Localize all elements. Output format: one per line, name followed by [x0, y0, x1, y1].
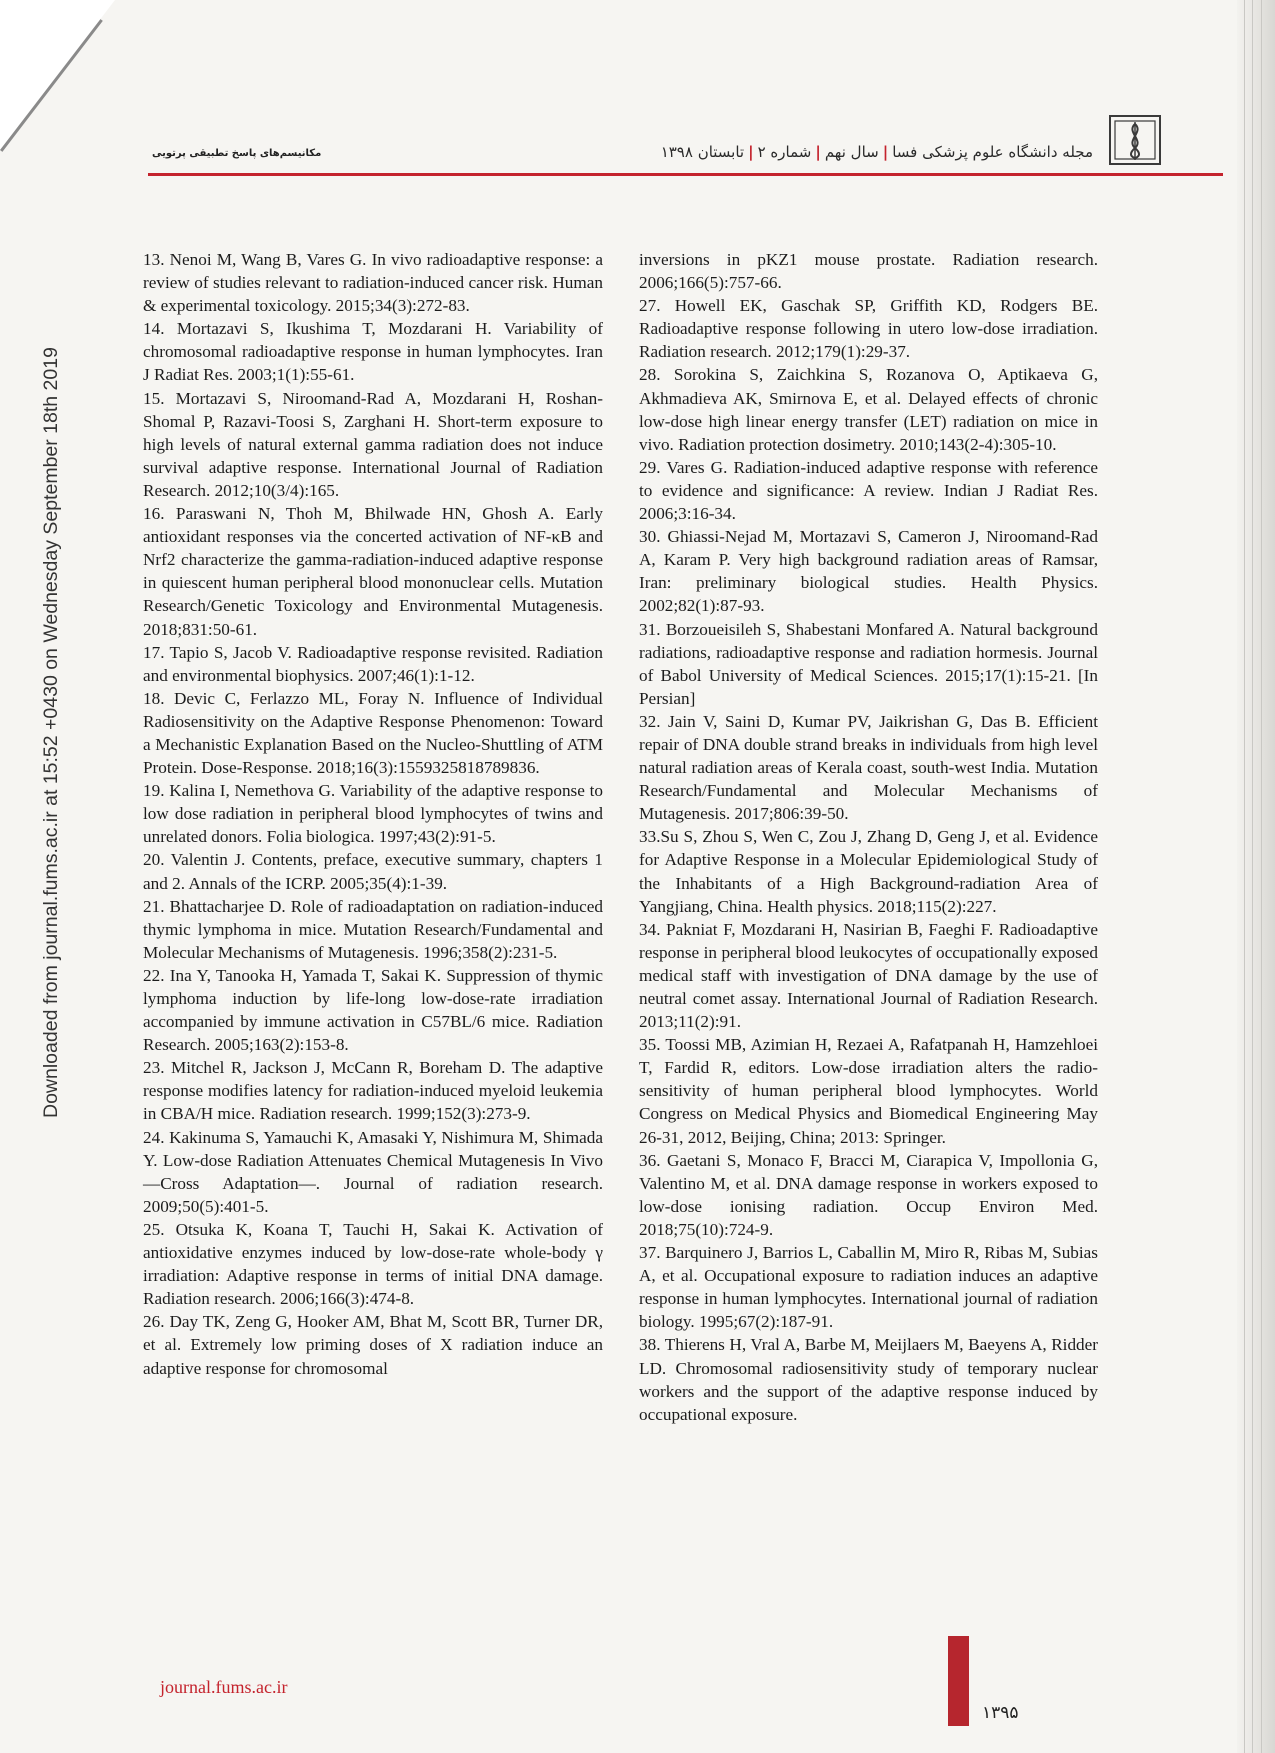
reference-item: 24. Kakinuma S, Yamauchi K, Amasaki Y, Nishimura M, Shimada Y. Low-dose Radiation Attenuates Chemical Mutagenesis In Vivo—Cross Adaptation—. Journal of radiation research. 2009;50(5):401-5. — [143, 1127, 603, 1216]
reference-item: inversions in pKZ1 mouse prostate. Radiation research. 2006;166(5):757-66. — [639, 250, 1098, 293]
page-edge-line — [1244, 0, 1245, 1753]
journal-website-link[interactable]: journal.fums.ac.ir — [160, 1677, 288, 1697]
references-right-column — [639, 248, 1098, 1426]
reference-item: 23. Mitchel R, Jackson J, McCann R, Boreham D. The adaptive response modifies latency for radiation-induced myeloid leukemia in CBA/H mice. Radiation research. 1999;152(3):273-9. — [143, 1058, 603, 1124]
header-rule — [148, 173, 1223, 176]
reference-item: 15. Mortazavi S, Niroomand-Rad A, Mozdarani H, Roshan-Shomal P, Razavi-Toosi S, Zarghani H. Short-term exposure to high levels of natural external gamma radiation does not induce survival adaptive response. International Journal of Radiation Research. 2012;10(3/4):165. — [143, 388, 603, 500]
reference-item: 26. Day TK, Zeng G, Hooker AM, Bhat M, Scott BR, Turner DR, et al. Extremely low priming doses of X radiation induce an adaptive response for chromosomal — [143, 1312, 603, 1378]
reference-item: 20. Valentin J. Contents, preface, executive summary, chapters 1 and 2. Annals of the ICRP. 2005;35(4):1-39. — [143, 850, 603, 893]
download-stamp: Downloaded from journal.fums.ac.ir at 15:52 +0430 on Wednesday September 18th 2019 — [40, 347, 62, 1118]
journal-header — [661, 143, 1093, 161]
page-edge-line — [1261, 0, 1262, 1753]
reference-item: 17. Tapio S, Jacob V. Radioadaptive response revisited. Radiation and environmental biophysics. 2007;46(1):1-12. — [143, 642, 603, 685]
reference-item: 13. Nenoi M, Wang B, Vares G. In vivo radioadaptive response: a review of studies relevant to radiation-induced cancer risk. Human & experimental toxicology. 2015;34(3):272-83. — [143, 250, 603, 316]
reference-item: 14. Mortazavi S, Ikushima T, Mozdarani H. Variability of chromosomal radioadaptive response in human lymphocytes. Iran J Radiat Res. 2003;1(1):55-61. — [143, 319, 603, 385]
page-number: ۱۳۹۵ — [982, 1703, 1019, 1723]
reference-item: 35. Toossi MB, Azimian H, Rezaei A, Rafatpanah H, Hamzehloei T, Fardid R, editors. Low-dose irradiation alters the radio-sensitivity of human peripheral blood lymphocytes. World Congress on Medical Physics and Biomedical Engineering May 26-31, 2012, Beijing, China; 2013: Springer. — [639, 1035, 1098, 1147]
reference-item: 28. Sorokina S, Zaichkina S, Rozanova O, Aptikaeva G, Akhmadieva AK, Smirnova E, et al. Delayed effects of chronic low-dose high linear energy transfer (LET) radiation on mice in vivo. Radiation protection dosimetry. 2010;143(2-4):305-10. — [639, 365, 1098, 454]
journal-season: تابستان ۱۳۹۸ — [660, 143, 745, 161]
running-title: مکانیسم‌های پاسخ تطبیقی پرتویی — [152, 148, 322, 159]
reference-item: 38. Thierens H, Vral A, Barbe M, Meijlaers M, Baeyens A, Ridder LD. Chromosomal radiosensitivity study of temporary nuclear workers and the support of the adaptive response induced by occupational exposure. — [639, 1335, 1098, 1424]
header-separator: | — [748, 143, 754, 161]
reference-item: 19. Kalina I, Nemethova G. Variability of the adaptive response to low dose radiation in peripheral blood lymphocytes of twins and unrelated donors. Folia biologica. 1997;43(2):91-5. — [143, 781, 603, 847]
header-separator: | — [815, 143, 821, 161]
page-edge-line — [1252, 0, 1253, 1753]
reference-item: 33.Su S, Zhou S, Wen C, Zou J, Zhang D, Geng J, et al. Evidence for Adaptive Response in a Molecular Epidemiological Study of the Inhabitants of a High Background-radiation Area of Yangjiang, China. Health physics. 2018;115(2):227. — [639, 827, 1098, 916]
reference-item: 16. Paraswani N, Thoh M, Bhilwade HN, Ghosh A. Early antioxidant responses via the concerted activation of NF-κB and Nrf2 characterize the gamma-radiation-induced adaptive response in quiescent human peripheral blood mononuclear cells. Mutation Research/Genetic Toxicology and Environmental Mutagenesis. 2018;831:50-61. — [143, 504, 603, 639]
journal-year: سال نهم — [824, 143, 879, 161]
reference-item: 25. Otsuka K, Koana T, Tauchi H, Sakai K. Activation of antioxidative enzymes induced by low-dose-rate whole-body γ irradiation: Adaptive response in terms of initial DNA damage. Radiation research. 2006;166(3):474-8. — [143, 1219, 603, 1309]
page-number-bar — [948, 1636, 969, 1726]
reference-item: 37. Barquinero J, Barrios L, Caballin M, Miro R, Ribas M, Subias A, et al. Occupational exposure to radiation induces an adaptive response in human lymphocytes. International journal of radiation biology. 1995;67(2):187-91. — [639, 1243, 1098, 1332]
reference-item: 27. Howell EK, Gaschak SP, Griffith KD, Rodgers BE. Radioadaptive response following in utero low-dose irradiation. Radiation research. 2012;179(1):29-37. — [639, 296, 1098, 362]
journal-issue: شماره ۲ — [757, 143, 812, 161]
reference-item: 31. Borzoueisileh S, Shabestani Monfared A. Natural background radiations, radioadaptive response and radiation hormesis. Journal of Babol University of Medical Sciences. 2015;17(1):15-21. [In Persian] — [639, 619, 1098, 708]
reference-item: 30. Ghiassi-Nejad M, Mortazavi S, Cameron J, Niroomand-Rad A, Karam P. Very high background radiation areas of Ramsar, Iran: preliminary biological studies. Health Physics. 2002;82(1):87-93. — [639, 527, 1098, 616]
references-left-column — [143, 248, 603, 1380]
reference-item: 18. Devic C, Ferlazzo ML, Foray N. Influence of Individual Radiosensitivity on the Adaptive Response Phenomenon: Toward a Mechanistic Explanation Based on the Nucleo-Shuttling of ATM Protein. Dose-Response. 2018;16(3):1559325818789836. — [143, 688, 603, 778]
journal-name: مجله دانشگاه علوم پزشکی فسا — [892, 143, 1093, 161]
reference-item: 32. Jain V, Saini D, Kumar PV, Jaikrishan G, Das B. Efficient repair of DNA double strand breaks in individuals from high level natural radiation areas of Kerala coast, south-west India. Mutation Research/Fundamental and Molecular Mechanisms of Mutagenesis. 2017;806:39-50. — [639, 711, 1098, 824]
reference-item: 36. Gaetani S, Monaco F, Bracci M, Ciarapica V, Impollonia G, Valentino M, et al. DNA damage response in workers exposed to low-dose ionising radiation. Occup Environ Med. 2018;75(10):724-9. — [639, 1150, 1098, 1239]
reference-item: 29. Vares G. Radiation-induced adaptive response with reference to evidence and significance: A review. Indian J Radiat Res. 2006;3:16-34. — [639, 457, 1098, 524]
reference-item: 22. Ina Y, Tanooka H, Yamada T, Sakai K. Suppression of thymic lymphoma induction by life-long low-dose-rate irradiation accompanied by immune activation in C57BL/6 mice. Radiation Research. 2005;163(2):153-8. — [143, 965, 603, 1055]
header-separator: | — [882, 143, 889, 161]
reference-item: 21. Bhattacharjee D. Role of radioadaptation on radiation-induced thymic lymphoma in mice. Mutation Research/Fundamental and Molecular Mechanisms of Mutagenesis. 1996;358(2):231-5. — [143, 896, 603, 962]
page-edge-shadow — [1237, 0, 1275, 1753]
university-logo-icon — [1108, 114, 1162, 166]
reference-item: 34. Pakniat F, Mozdarani H, Nasirian B, Faeghi F. Radioadaptive response in peripheral blood leukocytes of occupationally exposed medical staff with investigation of DNA damage by the use of neutral comet assay. International Journal of Radiation Research. 2013;11(2):91. — [639, 919, 1098, 1032]
